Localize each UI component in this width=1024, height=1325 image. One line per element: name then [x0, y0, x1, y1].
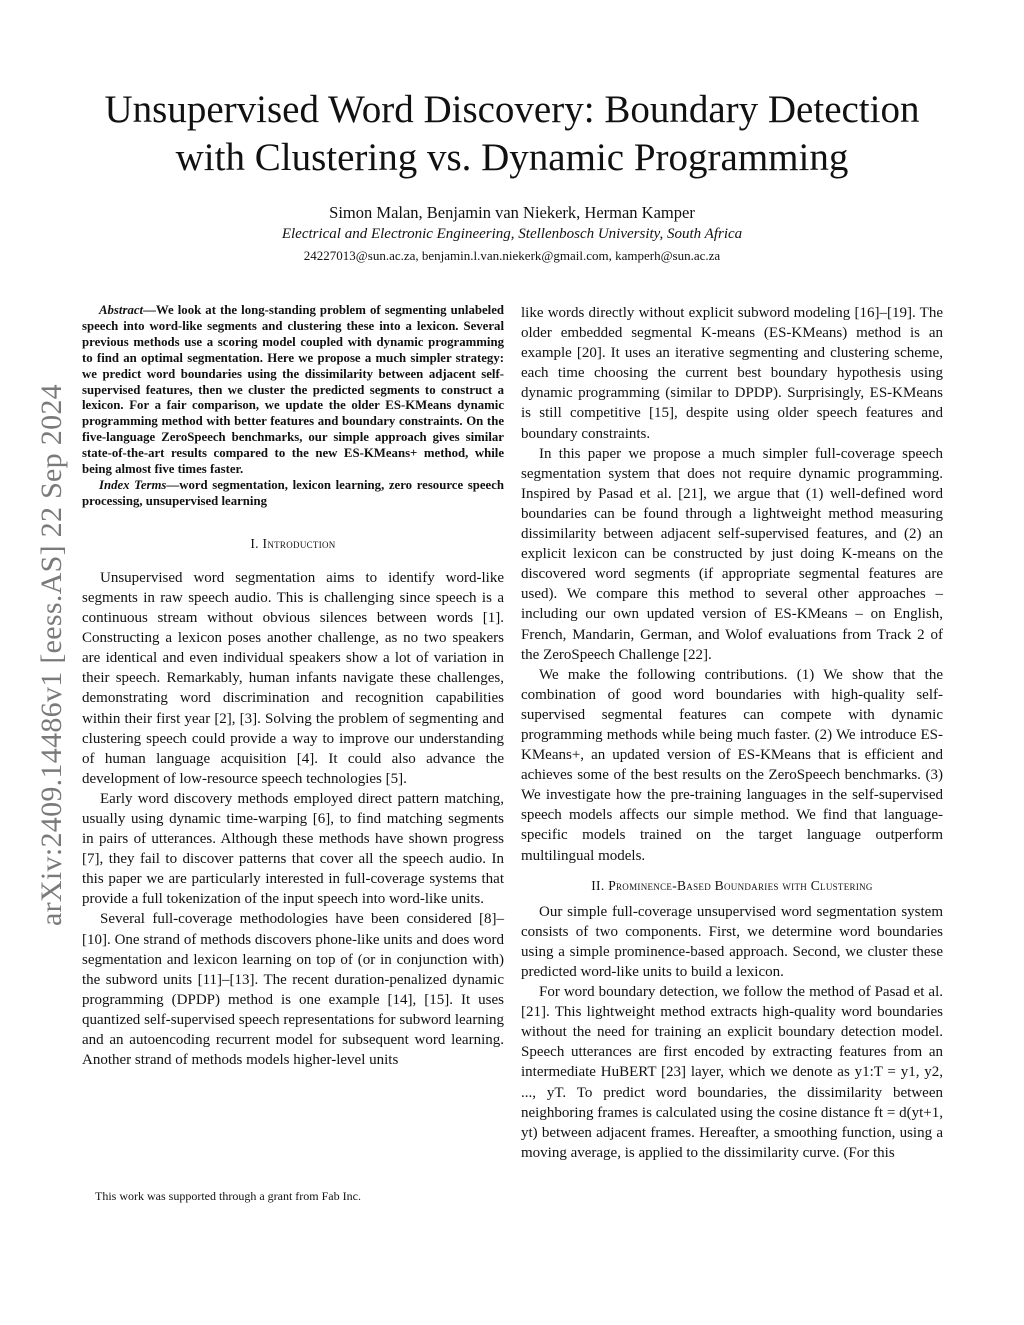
arxiv-identifier: arXiv:2409.14486v1 [eess.AS] 22 Sep 2024: [35, 384, 68, 926]
section-heading-introduction: I. Introduction: [250, 535, 336, 551]
abstract-text: —We look at the long-standing problem of segmenting unlabeled speech into word-like segments and clustering these into a lexicon. Several previous methods use a scoring model coupled with dynamic programming to find an optimal segmentation. Here we propose a much simpler strategy: we predict word boundaries using the dissimilarity between adjacent self-supervised features, then we cluster the predicted segments to construct a lexicon. For a fair comparison, we update the older ES-KMeans dynamic programming method with better features and boundary constraints. On the five-language ZeroSpeech benchmarks, our simple approach gives similar state-of-the-art results compared to the new ES-KMeans+ method, while being almost five times faster.: [82, 303, 504, 477]
right-paragraph-1: like words directly without explicit subword modeling [16]–[19]. The older embedded segmental K-means (ES-KMeans) method is an example [20]. It uses an iterative segmenting and clustering scheme, each time choosing the current best boundary hypothesis using dynamic programming (similar to DPDP). Surprisingly, ES-KMeans is still competitive [15], despite using older speech features and boundary constraints.: [521, 305, 943, 442]
section2-paragraph-1: Our simple full-coverage unsupervised word segmentation system consists of two components. First, we determine word boundaries using a simple prominence-based approach. Second, we cluster these predicted word-like units to build a lexicon.: [521, 903, 943, 980]
intro-paragraph-3: Several full-coverage methodologies have been considered [8]–[10]. One strand of methods discovers phone-like units and does word segmentation and lexicon learning on top of (or in conjunction with) the subword units [11]–[13]. The recent duration-penalized dynamic programming (DPDP) method is one example [14], [15]. It uses quantized self-supervised speech representations for subword learning and an autoencoding recurrent model for subsequent word learning. Another strand of methods models higher-level units: [82, 911, 504, 1069]
arxiv-sidebar-stamp: [22, 345, 82, 965]
right-paragraph-2: In this paper we propose a much simpler full-coverage speech segmentation system that does not require dynamic programming. Inspired by Pasad et al. [21], we argue that (1) well-defined word boundaries can be found through a lightweight method measuring dissimilarity between adjacent self-supervised features, and (2) an explicit lexicon can be constructed by just doing K-means on the discovered word segments (if appropriate segmental features are used). We compare this method to several other approaches – including our own updated version of ES-KMeans – on English, French, Mandarin, German, and Wolof evaluations from Track 2 of the ZeroSpeech Challenge [22].: [521, 445, 943, 663]
left-column: [82, 303, 504, 1070]
index-terms-label: Index Terms: [99, 477, 167, 492]
section2-paragraph-2: For word boundary detection, we follow the method of Pasad et al. [21]. This lightweight method extracts high-quality word boundaries without the need for training an explicit boundary detection model. Speech utterances are first encoded by extracting features from an intermediate HuBERT [23] layer, which we denote as y1:T = y1, y2, ..., yT. To predict word boundaries, the dissimilarity between neighboring frames is calculated using the cosine distance ft = d(yt+1, yt) between adjacent frames. Hereafter, a smoothing function, using a moving average, is applied to the dissimilarity curve. (For this: [521, 984, 943, 1161]
index-terms: [82, 478, 504, 510]
funding-footnote: This work was supported through a grant from Fab Inc.: [95, 1189, 361, 1203]
right-paragraph-3: We make the following contributions. (1) We show that the combination of good word boundaries with high-quality self-supervised segmental features can compete with dynamic programming methods while being much faster. (2) We introduce ES-KMeans+, an updated version of ES-KMeans that is efficient and achieves some of the best results on the ZeroSpeech benchmarks. (3) We investigate how the pre-training languages in the self-supervised speech models affects our simple method. We find that language-specific models trained on the target language outperform multilingual models.: [521, 666, 943, 864]
abstract: [82, 303, 504, 478]
paper-title: Unsupervised Word Discovery: Boundary Detection with Clustering vs. Dynamic Programming: [104, 88, 920, 179]
author-list: Simon Malan, Benjamin van Niekerk, Herman Kamper: [329, 203, 695, 222]
affiliation: Electrical and Electronic Engineering, Stellenbosch University, South Africa: [281, 226, 743, 242]
intro-paragraph-2: Early word discovery methods employed direct pattern matching, usually using dynamic time-warping [6], to find matching segments in pairs of utterances. Although these methods have shown progress [7], they fail to discover patterns that cover all the speech audio. In this paper we are particularly interested in full-coverage systems that provide a full tokenization of the input speech into word-like units.: [82, 790, 504, 908]
author-emails: 24227013@sun.ac.za, benjamin.l.van.niekerk@gmail.com, kamperh@sun.ac.za: [303, 248, 721, 263]
index-terms-text: —word segmentation, lexicon learning, zero resource speech processing, unsupervised learning: [82, 477, 504, 508]
right-column: [521, 303, 943, 1163]
intro-paragraph-1: Unsupervised word segmentation aims to identify word-like segments in raw speech audio. This is challenging since speech is a continuous stream without obvious silences between words [1]. Constructing a lexicon poses another challenge, as no two speakers are identical and even individual speakers show a lot of variation in their speech. Remarkably, human infants navigate these challenges, demonstrating word discrimination and recognition capabilities within their first year [2], [3]. Solving the problem of segmenting and clustering speech could provide a way to improve our understanding of human language acquisition [4]. It could also advance the development of low-resource speech technologies [5].: [82, 569, 504, 787]
section-heading-prominence: II. Prominence-Based Boundaries with Clustering: [591, 877, 873, 893]
abstract-label: Abstract: [99, 303, 144, 317]
